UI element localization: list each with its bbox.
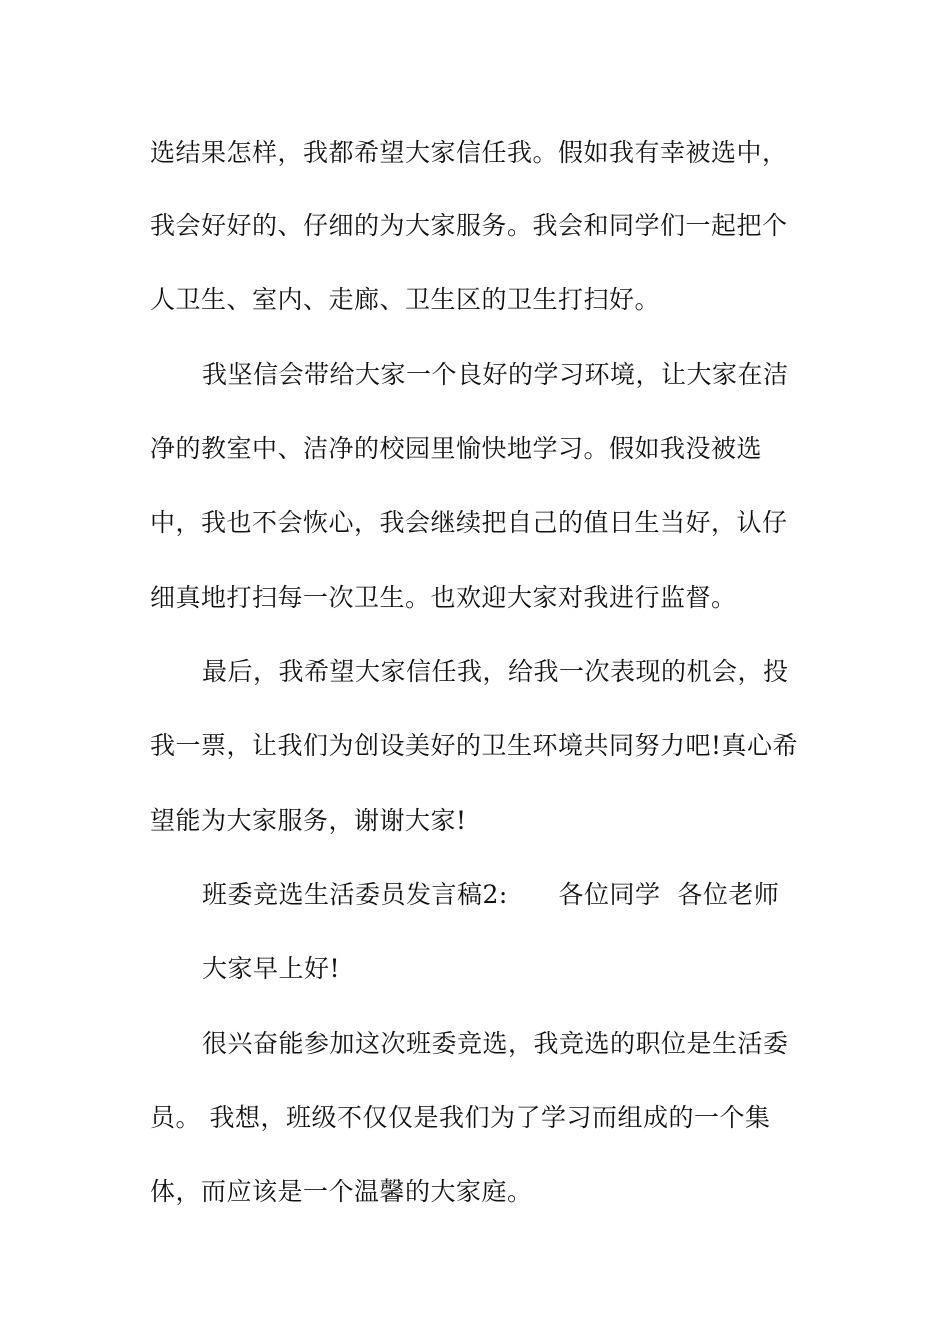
text-line: 我会好好的、仔细的为大家服务。我会和同学们一起把个 [150,211,788,240]
text-line: 人卫生、室内、走廊、卫生区的卫生打扫好。 [150,285,661,314]
text-line: 选结果怎样，我都希望大家信任我。假如我有幸被选中， [150,138,788,167]
text-line: 净的教室中、洁净的校园里愉快地学习。假如我没被选 [150,434,763,463]
paragraph-start-line: 很兴奋能参加这次班委竞选，我竞选的职位是生活委 [202,1029,789,1058]
greeting-line: 大家早上好! [202,954,341,983]
text-line: 细真地打扫每一次卫生。也欢迎大家对我进行监督。 [150,583,737,612]
text-line: 员。 我想，班级不仅仅是我们为了学习而组成的一个集 [150,1103,771,1132]
text-line: 体，而应该是一个温馨的大家庭。 [150,1177,533,1206]
paragraph-start-line: 我坚信会带给大家一个良好的学习环境，让大家在洁 [202,360,789,389]
text-line: 我一票，让我们为创设美好的卫生环境共同努力吧!真心希 [150,731,799,760]
paragraph-start-line: 最后，我希望大家信任我，给我一次表现的机会，投 [202,657,789,686]
text-line: 中，我也不会恢心，我会继续把自己的值日生当好，认仔 [150,508,788,537]
text-line: 望能为大家服务，谢谢大家! [150,806,467,835]
section-heading-line: 班委竞选生活委员发言稿2: 各位同学 各位老师 [202,880,780,909]
